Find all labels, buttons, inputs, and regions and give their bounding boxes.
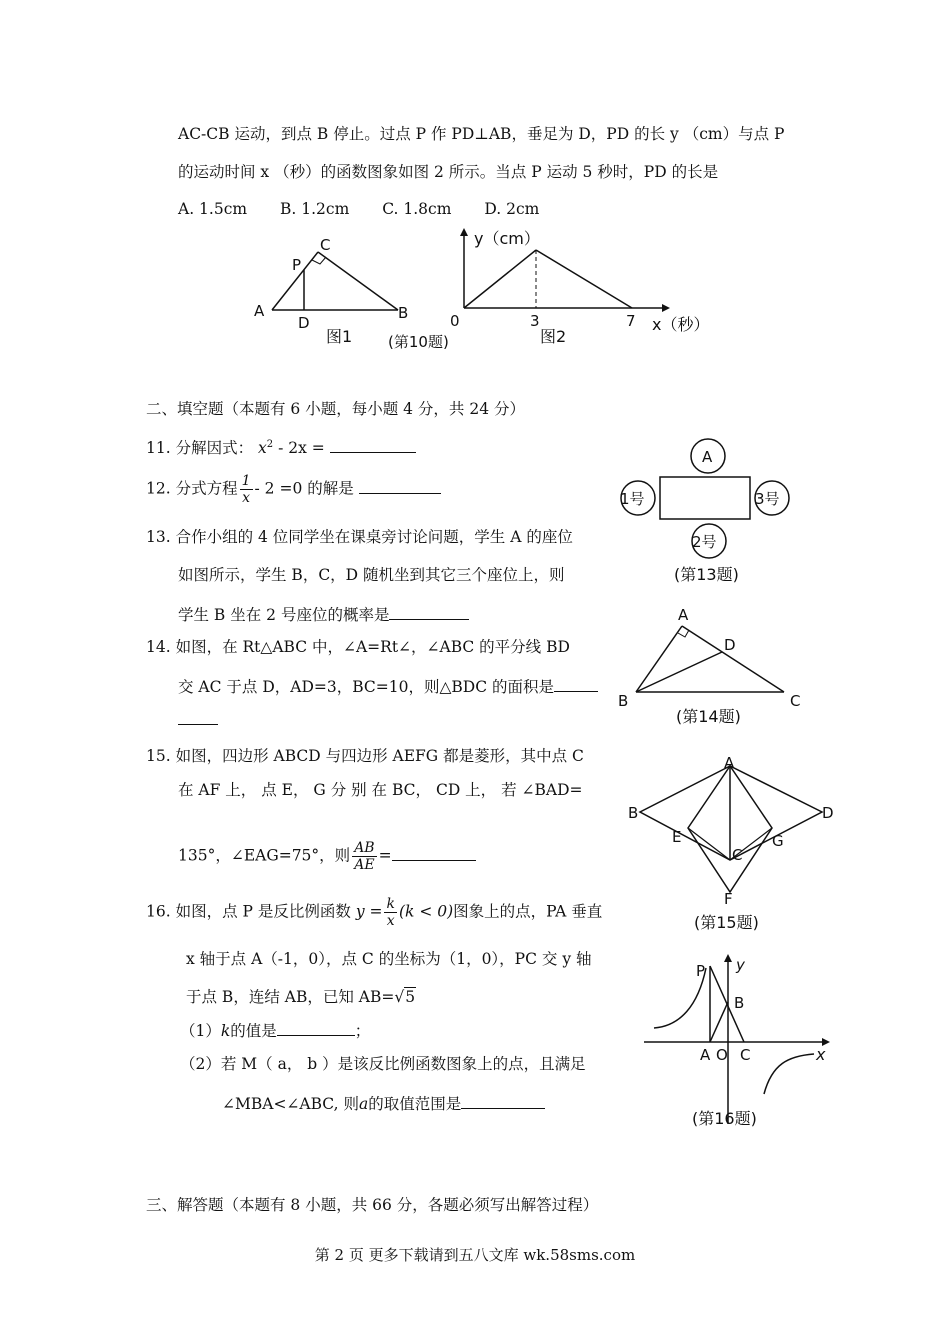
q16-line1-text: 16. 如图，点 P 是反比例函数 bbox=[146, 902, 351, 921]
q15-line3 bbox=[178, 840, 476, 873]
q15-figure bbox=[624, 752, 838, 936]
q10-options bbox=[178, 198, 567, 220]
fig1-label-a: A bbox=[254, 302, 265, 320]
q11-text: 11. 分解因式： bbox=[146, 439, 254, 458]
q14-line2-text: 交 AC 于点 D，AD=3，BC=10，则△BDC 的面积是 bbox=[178, 678, 555, 696]
fig2-xlabel: x（秒） bbox=[652, 315, 710, 334]
q15-fraction bbox=[352, 840, 376, 873]
q16-sub2-line1: （2）若 M（ a， b ）是该反比例函数图象上的点，且满足 bbox=[180, 1055, 586, 1073]
q12-answer-blank[interactable] bbox=[359, 477, 441, 494]
q16-sub1-text: 的值是 bbox=[230, 1022, 277, 1040]
q10-line1: AC-CB 运动，到点 B 停止。过点 P 作 PD⊥AB，垂足为 D，PD 的长 y （cm）与点 P bbox=[178, 125, 785, 143]
q14-label-d: D bbox=[724, 636, 736, 654]
section3-title: 三、解答题（本题有 8 小题，共 66 分，各题必须写出解答过程） bbox=[146, 1196, 599, 1214]
q16-sub2-a: a bbox=[358, 1095, 369, 1113]
q16-sqrt-value: 5 bbox=[405, 988, 416, 1006]
q12-numerator: 1 bbox=[241, 473, 251, 489]
q10-option-c: C. 1.8cm bbox=[382, 200, 452, 218]
q13-line3 bbox=[178, 603, 469, 626]
q10-figure-caption: (第10题) bbox=[388, 333, 449, 351]
q16-line1 bbox=[146, 896, 602, 929]
q15-line1: 15. 如图，四边形 ABCD 与四边形 AEFG 都是菱形，其中点 C bbox=[146, 747, 584, 765]
q16-label-o: O bbox=[716, 1046, 728, 1064]
q15-label-d: D bbox=[822, 804, 834, 822]
q10-line2: 的运动时间 x （秒）的函数图象如图 2 所示。当点 P 运动 5 秒时，PD 的长是 bbox=[178, 163, 719, 181]
section2-title: 二、填空题（本题有 6 小题，每小题 4 分，共 24 分） bbox=[146, 400, 526, 418]
q16-numerator: k bbox=[386, 896, 395, 912]
q16-denominator: x bbox=[386, 913, 395, 929]
q15-caption: (第15题) bbox=[694, 913, 759, 932]
q11 bbox=[146, 434, 416, 459]
q14-line2 bbox=[178, 675, 598, 698]
q13-line3-text: 学生 B 坐在 2 号座位的概率是 bbox=[178, 606, 390, 624]
q13-seat-3: 3号 bbox=[755, 490, 780, 508]
q16-sub2-line2-rest: 的取值范围是 bbox=[368, 1095, 462, 1113]
q10-option-d: D. 2cm bbox=[484, 200, 540, 218]
q11-expr-base: x bbox=[258, 439, 267, 458]
q12-denominator: x bbox=[242, 490, 250, 506]
q13-caption: (第13题) bbox=[674, 565, 739, 584]
q16-fraction bbox=[384, 896, 396, 929]
q16-label-x: x bbox=[816, 1045, 826, 1064]
q14-blank-continued[interactable] bbox=[178, 708, 218, 731]
fig1-label-c: C bbox=[320, 236, 331, 254]
q12 bbox=[146, 473, 441, 506]
q16-sub1-end: ； bbox=[354, 1022, 371, 1040]
q15-label-a: A bbox=[724, 754, 735, 772]
q14-figure bbox=[612, 604, 812, 728]
q13-line1: 13. 合作小组的 4 位同学坐在课桌旁讨论问题，学生 A 的座位 bbox=[146, 528, 573, 546]
q16-label-c: C bbox=[740, 1046, 751, 1064]
fig2-tick-7: 7 bbox=[626, 312, 636, 330]
q15-label-e: E bbox=[672, 828, 682, 846]
q13-seat-1: 1号 bbox=[620, 490, 645, 508]
fig2-caption: 图2 bbox=[540, 327, 567, 346]
q16-line3: 于点 B，连结 AB，已知 AB=√5 bbox=[186, 988, 416, 1006]
q12-text: 12. 分式方程 bbox=[146, 479, 238, 498]
q14-line1: 14. 如图，在 Rt△ABC 中，∠A=Rt∠，∠ABC 的平分线 BD bbox=[146, 638, 570, 656]
q16-label-y: y bbox=[736, 956, 745, 974]
q15-line2: 在 AF 上， 点 E， G 分 别 在 BC， CD 上， 若 ∠BAD= bbox=[178, 781, 583, 799]
q12-rest: - 2 =0 的解是 bbox=[254, 479, 354, 498]
q11-answer-blank[interactable] bbox=[330, 436, 416, 453]
q16-line2: x 轴于点 A（-1，0），点 C 的坐标为（1，0），PC 交 y 轴 bbox=[186, 950, 592, 968]
fig1-label-p: P bbox=[292, 256, 302, 274]
q15-denominator: AE bbox=[354, 857, 375, 873]
q15-equals: = bbox=[378, 846, 392, 865]
q15-label-g: G bbox=[772, 832, 784, 850]
q16-sub1-k: k bbox=[220, 1022, 231, 1040]
q16-sub2-line2-text: ∠MBA<∠ABC, 则 bbox=[222, 1095, 359, 1113]
q16-line1-rest: 图象上的点，PA 垂直 bbox=[453, 902, 603, 921]
q16-line3-text: 于点 B，连结 AB，已知 AB= bbox=[186, 988, 395, 1006]
q11-expr-rest: - 2x = bbox=[273, 439, 325, 458]
fig2-ylabel: y（cm） bbox=[474, 229, 540, 248]
q15-label-f: F bbox=[724, 890, 733, 908]
q15-numerator: AB bbox=[354, 840, 375, 856]
q12-fraction bbox=[240, 473, 253, 506]
q16-sub1-answer-blank[interactable] bbox=[277, 1019, 355, 1036]
fig1-label-b: B bbox=[398, 304, 409, 322]
q16-label-a: A bbox=[700, 1046, 711, 1064]
q16-func-y: y = bbox=[355, 902, 383, 921]
q14-label-b: B bbox=[618, 692, 629, 710]
q16-sub1 bbox=[180, 1019, 370, 1042]
fig1-caption: 图1 bbox=[326, 327, 353, 346]
fig2-origin: 0 bbox=[450, 312, 460, 330]
q14-answer-blank[interactable] bbox=[554, 675, 598, 692]
q14-caption: (第14题) bbox=[676, 707, 741, 726]
fig1-label-d: D bbox=[298, 314, 310, 332]
q13-figure bbox=[612, 436, 802, 586]
q16-sub2-line2 bbox=[222, 1092, 545, 1115]
q16-func-cond: (k < 0) bbox=[398, 902, 454, 921]
q16-figure bbox=[640, 946, 840, 1136]
q13-answer-blank[interactable] bbox=[389, 603, 469, 620]
q15-label-c: C bbox=[732, 846, 743, 864]
q16-caption: (第16题) bbox=[692, 1109, 757, 1128]
fig2-tick-3: 3 bbox=[530, 312, 540, 330]
q16-label-b: B bbox=[734, 994, 745, 1012]
page-footer: 第 2 页 更多下载请到五八文库 wk.58sms.com bbox=[314, 1246, 636, 1264]
q10-option-b: B. 1.2cm bbox=[280, 200, 350, 218]
q13-seat-a: A bbox=[702, 448, 713, 466]
q10-figure2 bbox=[440, 222, 720, 352]
q15-answer-blank[interactable] bbox=[392, 844, 476, 861]
q13-line2: 如图所示，学生 B，C，D 随机坐到其它三个座位上，则 bbox=[178, 566, 565, 584]
q14-label-c: C bbox=[790, 692, 801, 710]
q11-expr-exponent: 2 bbox=[266, 439, 274, 450]
q13-seat-2: 2号 bbox=[692, 533, 717, 551]
q16-sub1-number: （1） bbox=[180, 1022, 221, 1040]
q15-label-b: B bbox=[628, 804, 639, 822]
q10-option-a: A. 1.5cm bbox=[178, 200, 248, 218]
q16-sub2-answer-blank[interactable] bbox=[461, 1092, 545, 1109]
q15-line3-text: 135°，∠EAG=75°，则 bbox=[178, 846, 351, 865]
q16-label-p: P bbox=[696, 962, 706, 980]
q14-label-a: A bbox=[678, 606, 689, 624]
